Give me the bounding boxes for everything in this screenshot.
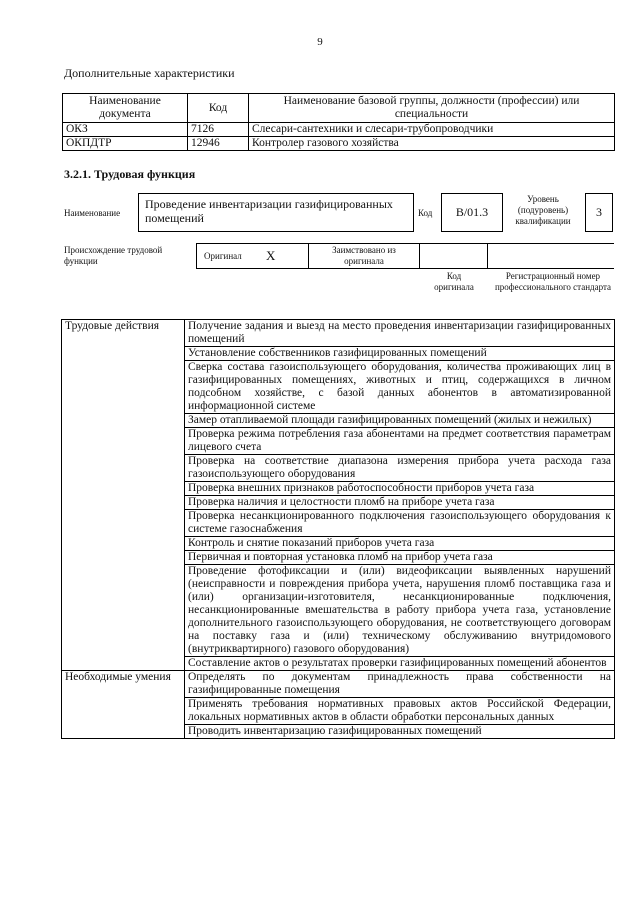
- name-label: Наименование: [64, 208, 121, 218]
- header-document-name: Наименование документа: [63, 94, 188, 123]
- table-cell: ОКПДТР: [63, 137, 188, 151]
- divider: [196, 243, 197, 269]
- level-label: Уровень (подуровень) квалификации: [515, 194, 571, 226]
- labor-action: Проведение фотофиксации и (или) видеофиксации выявленных нарушений (неисправности и повреждения прибора учета, нарушения пломб поставщика газа и (или) организации-изготовителя, несанкционированные подключения, несанкционированные вмешательства в работу прибора учета газа, установление дополнительного газоиспользующего оборудования, не соответствующего договорам на поставку газа и (или) техническому обслуживанию внутридомового (внутриквартирного) газового оборудования): [185, 565, 615, 657]
- function-heading: 3.2.1. Трудовая функция: [64, 167, 196, 181]
- skill: Применять требования нормативных правовых актов Российской Федерации, локальных нормативных актов в области обработки персональных данных: [185, 698, 615, 725]
- labor-action: Первичная и повторная установка пломб на прибор учета газа: [185, 551, 615, 565]
- table-cell: 12946: [188, 137, 249, 151]
- skill: Определять по документам принадлежность права собственности на газифицированные помещения: [185, 671, 615, 698]
- labor-action: Проверка режима потребления газа абонентами на предмет соответствия параметрам лицевого счета: [185, 428, 615, 455]
- main-table: [61, 319, 615, 739]
- labor-action: Контроль и снятие показаний приборов учета газа: [185, 537, 615, 551]
- header-code: Код: [188, 94, 249, 123]
- origin-label: Происхождение трудовой функции: [64, 245, 163, 266]
- page-number: 9: [317, 36, 323, 48]
- code-label: Код: [418, 208, 433, 218]
- borrowed-label: Заимствовано из оригинала: [332, 245, 396, 266]
- divider: [487, 243, 488, 269]
- section-title: Дополнительные характеристики: [64, 66, 235, 80]
- labor-action: Получение задания и выезд на место проведения инвентаризации газифицированных помещений: [185, 320, 615, 347]
- skills-label: Необходимые умения: [62, 671, 185, 739]
- reg-number-label: Регистрационный номер профессионального стандарта: [494, 271, 612, 292]
- divider: [308, 243, 309, 269]
- labor-action: Замер отапливаемой площади газифицированных помещений (жилых и нежилых): [185, 414, 615, 428]
- table-cell: Слесари-сантехники и слесари-трубопроводчики: [249, 123, 615, 137]
- code-original-label: Код оригинала: [434, 271, 474, 292]
- original-label: Оригинал: [204, 251, 242, 261]
- labor-action: Проверка на соответствие диапазона измерения прибора учета расхода газа газоиспользующего оборудования: [185, 455, 615, 482]
- original-mark: X: [266, 248, 276, 263]
- table-cell: 7126: [188, 123, 249, 137]
- table-row: [62, 320, 615, 347]
- header-group-name: Наименование базовой группы, должности (профессии) или специальности: [249, 94, 615, 123]
- table-cell: Контролер газового хозяйства: [249, 137, 615, 151]
- table-cell: ОКЗ: [63, 123, 188, 137]
- labor-action: Составление актов о результатах проверки газифицированных помещений абонентов: [185, 657, 615, 671]
- level-box: 3: [585, 193, 613, 232]
- characteristics-table: [62, 93, 615, 151]
- divider: [419, 243, 420, 269]
- labor-actions-label: Трудовые действия: [62, 320, 185, 671]
- function-name-box: Проведение инвентаризации газифицированных помещений: [138, 193, 414, 232]
- labor-action: Проверка наличия и целостности пломб на приборе учета газа: [185, 496, 615, 510]
- labor-action: Проверка несанкционированного подключения газоиспользующего оборудования к системе газоснабжения: [185, 510, 615, 537]
- labor-action: Установление собственников газифицированных помещений: [185, 347, 615, 361]
- skill: Проводить инвентаризацию газифицированных помещений: [185, 725, 615, 739]
- labor-action: Сверка состава газоиспользующего оборудования, количества проживающих лиц в газифицированных помещениях, животных и птиц, содержащихся в личном подсобном хозяйстве, с базой данных абонентов в автоматизированной информационной системе: [185, 361, 615, 414]
- function-code-box: В/01.3: [441, 193, 503, 232]
- labor-action: Проверка внешних признаков работоспособности приборов учета газа: [185, 482, 615, 496]
- table-row: [62, 671, 615, 698]
